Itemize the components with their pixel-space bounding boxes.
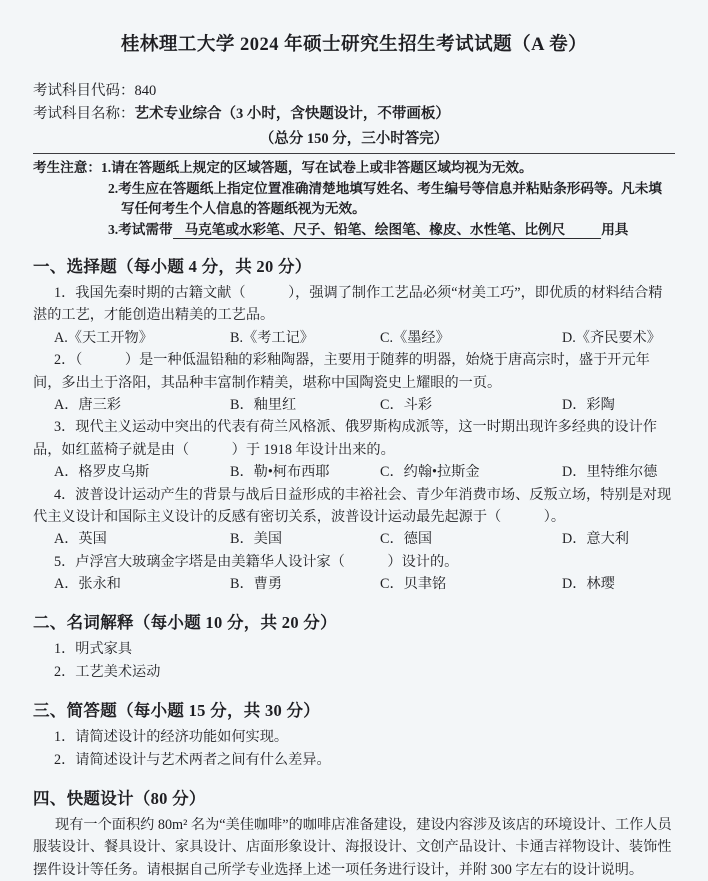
notice-item-3 xyxy=(108,220,675,241)
notice-item-3-suffix: 用具 xyxy=(601,221,629,237)
short-answer-item: 1．请简述设计的经济功能如何实现。 xyxy=(54,728,289,745)
option: A．格罗皮乌斯 xyxy=(54,464,150,481)
option: C.《墨经》 xyxy=(380,329,450,346)
option: D．里特维尔德 xyxy=(562,464,658,481)
option: B．曹勇 xyxy=(230,576,283,593)
option: C．斗彩 xyxy=(380,397,433,414)
section-title-design: 四、快题设计（80 分） xyxy=(33,788,206,808)
question xyxy=(33,416,675,483)
section-title-short-answer: 三、简答题（每小题 15 分，共 30 分） xyxy=(33,700,321,720)
short-answer-item: 2．请简述设计与艺术两者之间有什么差异。 xyxy=(54,751,331,768)
term-item: 2．工艺美术运动 xyxy=(54,663,161,680)
question-stem: 5．卢浮宫大玻璃金字塔是由美籍华人设计家（ ）设计的。 xyxy=(54,553,459,570)
subject-name-row xyxy=(33,103,675,126)
option: B．美国 xyxy=(230,531,283,548)
section-quick-design xyxy=(33,785,675,881)
term-item: 1．明式家具 xyxy=(54,640,133,657)
option: D.《齐民要术》 xyxy=(562,329,661,346)
option: C．德国 xyxy=(380,531,433,548)
option-row xyxy=(33,528,675,550)
question-stem: 1．我国先秦时期的古籍文献（ ），强调了制作工艺品必须“材美工巧”，即优质的材料结合精湛的工艺，才能创造出精美的工艺品。 xyxy=(33,285,663,324)
subject-code-value: 840 xyxy=(134,83,157,99)
option: C．约翰•拉斯金 xyxy=(380,464,480,481)
notice-line-1 xyxy=(33,158,675,179)
candidate-notice xyxy=(33,158,675,240)
question xyxy=(33,551,675,596)
notice-item-3-prefix: 3.考试需带 xyxy=(108,221,173,237)
option: B．勒•柯布西耶 xyxy=(230,464,330,481)
notice-label: 考生注意： xyxy=(33,160,101,175)
notice-required-tools-blank: 马克笔或水彩笔、尺子、铅笔、绘图笔、橡皮、水性笔、比例尺 xyxy=(173,222,602,239)
option: D．林璎 xyxy=(562,576,615,593)
total-score-note: （总分 150 分，三小时答完） xyxy=(33,127,675,154)
notice-item-2: 2.考生应在答题纸上指定位置准确清楚地填写姓名、考生编号等信息并粘贴条形码等。凡未填写任何考生个人信息的答题纸视为无效。 xyxy=(108,180,662,216)
subject-name-value: 艺术专业综合（3 小时，含快题设计，不带画板） xyxy=(134,106,450,122)
section-short-answer xyxy=(33,697,675,772)
question-stem: 3．现代主义运动中突出的代表有荷兰风格派、俄罗斯构成派等，这一时期出现许多经典的设计作品，如红蓝椅子就是由（ ）于 1918 年设计出来的。 xyxy=(33,419,657,458)
section-multiple-choice xyxy=(33,253,675,596)
option: B．釉里红 xyxy=(230,397,297,414)
question xyxy=(33,282,675,349)
exam-header-meta xyxy=(33,80,675,126)
option: C．贝聿铭 xyxy=(380,576,447,593)
option-row xyxy=(33,394,675,416)
option: A．张永和 xyxy=(54,576,121,593)
notice-item-1: 1.请在答题纸上规定的区域答题，写在试卷上或非答题区域均视为无效。 xyxy=(100,160,533,175)
option: A．英国 xyxy=(54,531,107,548)
option-row xyxy=(33,327,675,349)
section-title-terms: 二、名词解释（每小题 10 分，共 20 分） xyxy=(33,612,337,632)
subject-code-row xyxy=(33,80,675,103)
question xyxy=(33,349,675,416)
subject-code-label: 考试科目代码： xyxy=(33,83,135,99)
option-row xyxy=(33,461,675,483)
option: A.《天工开物》 xyxy=(54,329,153,346)
option: B.《考工记》 xyxy=(230,329,314,346)
subject-name-label: 考试科目名称： xyxy=(33,106,135,122)
question-stem: 2．（ ）是一种低温铅釉的彩釉陶器，主要用于随葬的明器，始烧于唐高宗时，盛于开元年间，多出土于洛阳，其品种丰富制作精美，堪称中国陶瓷史上耀眼的一页。 xyxy=(33,352,650,391)
option: A．唐三彩 xyxy=(54,397,121,414)
option: D．意大利 xyxy=(562,531,629,548)
design-task-description: 现有一个面积约 80m² 名为“美佳咖啡”的咖啡店准备建设，建设内容涉及该店的环境设计、工作人员服装设计、餐具设计、家具设计、店面形象设计、海报设计、文创产品设计、卡通吉祥物设计、装饰性摆件设计等任务。请根据自己所学专业选择上述一项任务进行设计，并附 300 字左右的设计说明。 xyxy=(33,816,672,878)
option-row xyxy=(33,573,675,595)
section-term-explanation xyxy=(33,609,675,684)
question-stem: 4．波普设计运动产生的背景与战后日益形成的丰裕社会、青少年消费市场、反叛立场，特别是对现代主义设计和国际主义设计的反感有密切关系，波普设计运动最先起源于（ ）。 xyxy=(33,486,672,526)
option: D．彩陶 xyxy=(562,397,615,414)
section-title-mcq: 一、选择题（每小题 4 分，共 20 分） xyxy=(33,257,312,276)
exam-title: 桂林理工大学 2024 年硕士研究生招生考试试题（A 卷） xyxy=(120,35,588,55)
question xyxy=(33,484,675,551)
